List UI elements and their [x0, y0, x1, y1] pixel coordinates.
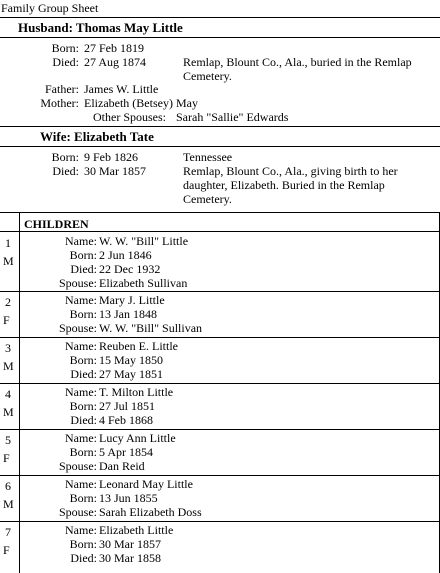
child-field-value: Elizabeth Little [99, 523, 174, 537]
child-field-label: Died: [70, 413, 97, 427]
child-field-label: Died: [70, 262, 97, 276]
child-field-row [0, 413, 153, 427]
child-number: 2 [5, 295, 11, 309]
child-field-row [0, 537, 161, 551]
born-label: Born: [51, 150, 79, 164]
child-sex: M [3, 497, 14, 511]
child-field-row [0, 399, 155, 413]
child-field-row [0, 248, 152, 262]
child-field-value: 22 Dec 1932 [99, 262, 161, 276]
husband-died-row [0, 55, 183, 69]
died-place-line2: Cemetery. [183, 69, 232, 83]
husband-mother-row [0, 96, 198, 110]
child-field-label: Born: [69, 445, 97, 459]
child-divider [0, 475, 440, 476]
child-field-value: 27 May 1851 [99, 367, 163, 381]
child-field-value: T. Milton Little [99, 385, 174, 399]
divider [0, 37, 440, 38]
child-field-value: 5 Apr 1854 [99, 445, 153, 459]
child-sex: F [3, 543, 10, 557]
child-sex: M [3, 254, 14, 268]
child-field-row [0, 445, 153, 459]
died-date: 30 Mar 1857 [84, 164, 146, 178]
child-field-label: Name: [65, 339, 97, 353]
divider [0, 231, 440, 232]
child-field-value: 13 Jan 1848 [99, 307, 157, 321]
child-field-label: Died: [70, 551, 97, 565]
child-field-label: Born: [69, 537, 97, 551]
child-field-value: Dan Reid [99, 459, 145, 473]
child-field-label: Name: [65, 431, 97, 445]
child-field-row [0, 491, 158, 505]
died-place-line2: daughter, Elizabeth. Buried in the Remlap [183, 178, 385, 192]
child-field-label: Spouse: [58, 505, 97, 519]
child-divider [0, 291, 440, 292]
child-number: 4 [5, 387, 11, 401]
child-field-value: 4 Feb 1868 [99, 413, 153, 427]
child-field-value: Elizabeth Sullivan [99, 276, 188, 290]
child-field-value: Lucy Ann Little [99, 431, 176, 445]
child-field-row [0, 339, 178, 353]
child-field-value: Leonard May Little [99, 477, 193, 491]
child-field-row [0, 307, 157, 321]
child-field-row [0, 431, 176, 445]
born-label: Born: [51, 41, 79, 55]
child-field-label: Spouse: [58, 321, 97, 335]
child-field-label: Born: [69, 353, 97, 367]
died-place-line1: Remlap, Blount Co., Ala., buried in the Remlap [183, 55, 412, 69]
child-number: 1 [5, 236, 11, 250]
child-field-row [0, 367, 163, 381]
mother-label: Mother: [40, 96, 79, 110]
child-field-label: Spouse: [58, 459, 97, 473]
child-field-label: Died: [70, 367, 97, 381]
child-field-value: 2 Jun 1846 [99, 248, 152, 262]
child-field-label: Name: [65, 293, 97, 307]
child-field-value: W. W. "Bill" Sullivan [99, 321, 203, 335]
child-field-row [0, 551, 161, 565]
child-field-label: Name: [65, 385, 97, 399]
child-field-row [0, 353, 163, 367]
child-field-row [0, 293, 165, 307]
child-field-label: Born: [69, 307, 97, 321]
child-sex: M [3, 359, 14, 373]
child-field-label: Spouse: [58, 276, 97, 290]
mother-name: Elizabeth (Betsey) May [84, 96, 198, 110]
died-place-line3: Cemetery. [183, 192, 232, 206]
born-date: 9 Feb 1826 [84, 150, 138, 164]
divider [0, 126, 440, 127]
wife-born-row [0, 150, 183, 164]
child-field-label: Name: [65, 234, 97, 248]
child-field-label: Name: [65, 477, 97, 491]
child-field-value: Mary J. Little [99, 293, 165, 307]
husband-other-spouses-row [0, 110, 288, 124]
child-field-value: 13 Jun 1855 [99, 491, 158, 505]
child-field-value: Sarah Elizabeth Doss [99, 505, 202, 519]
child-number: 6 [5, 479, 11, 493]
father-label: Father: [45, 82, 79, 96]
child-field-row [0, 276, 187, 290]
child-number: 7 [5, 525, 11, 539]
child-field-value: 30 Mar 1857 [99, 537, 161, 551]
born-date: 27 Feb 1819 [84, 41, 144, 55]
wife-died-row [0, 164, 183, 178]
born-place: Tennessee [183, 150, 233, 164]
other-spouses-label: Other Spouses: [93, 110, 166, 124]
child-field-row [0, 477, 193, 491]
child-field-label: Born: [69, 491, 97, 505]
died-label: Died: [52, 55, 79, 69]
child-field-value: 15 May 1850 [99, 353, 163, 367]
child-field-row [0, 505, 202, 519]
child-field-row [0, 234, 188, 248]
divider [0, 212, 440, 213]
child-field-value: 30 Mar 1858 [99, 551, 161, 565]
child-number: 5 [5, 433, 11, 447]
child-divider [0, 337, 440, 338]
child-field-value: 27 Jul 1851 [99, 399, 156, 413]
other-spouses: Sarah "Sallie" Edwards [176, 110, 289, 124]
child-field-label: Born: [69, 248, 97, 262]
husband-born-row [0, 41, 144, 55]
child-field-label: Name: [65, 523, 97, 537]
child-field-row [0, 385, 173, 399]
child-field-row [0, 262, 160, 276]
died-date: 27 Aug 1874 [84, 55, 147, 69]
page-title: Family Group Sheet [1, 1, 99, 15]
divider [0, 146, 440, 147]
child-field-value: W. W. "Bill" Little [99, 234, 189, 248]
husband-heading: Husband: Thomas May Little [18, 20, 183, 35]
child-field-row [0, 321, 202, 335]
died-place-line1: Remlap, Blount Co., Ala., giving birth to her [183, 164, 398, 178]
child-divider [0, 383, 440, 384]
child-sex: F [3, 451, 10, 465]
child-field-row [0, 459, 145, 473]
child-divider [0, 429, 440, 430]
child-field-row [0, 523, 173, 537]
child-divider [0, 521, 440, 522]
husband-father-row [0, 82, 158, 96]
wife-heading: Wife: Elizabeth Tate [40, 129, 154, 144]
child-number: 3 [5, 341, 11, 355]
children-heading: CHILDREN [24, 217, 89, 231]
divider [0, 17, 440, 18]
child-sex: F [3, 313, 10, 327]
child-field-label: Born: [69, 399, 97, 413]
child-sex: M [3, 405, 14, 419]
child-field-value: Reuben E. Little [99, 339, 178, 353]
father-name: James W. Little [84, 82, 159, 96]
died-label: Died: [52, 164, 79, 178]
